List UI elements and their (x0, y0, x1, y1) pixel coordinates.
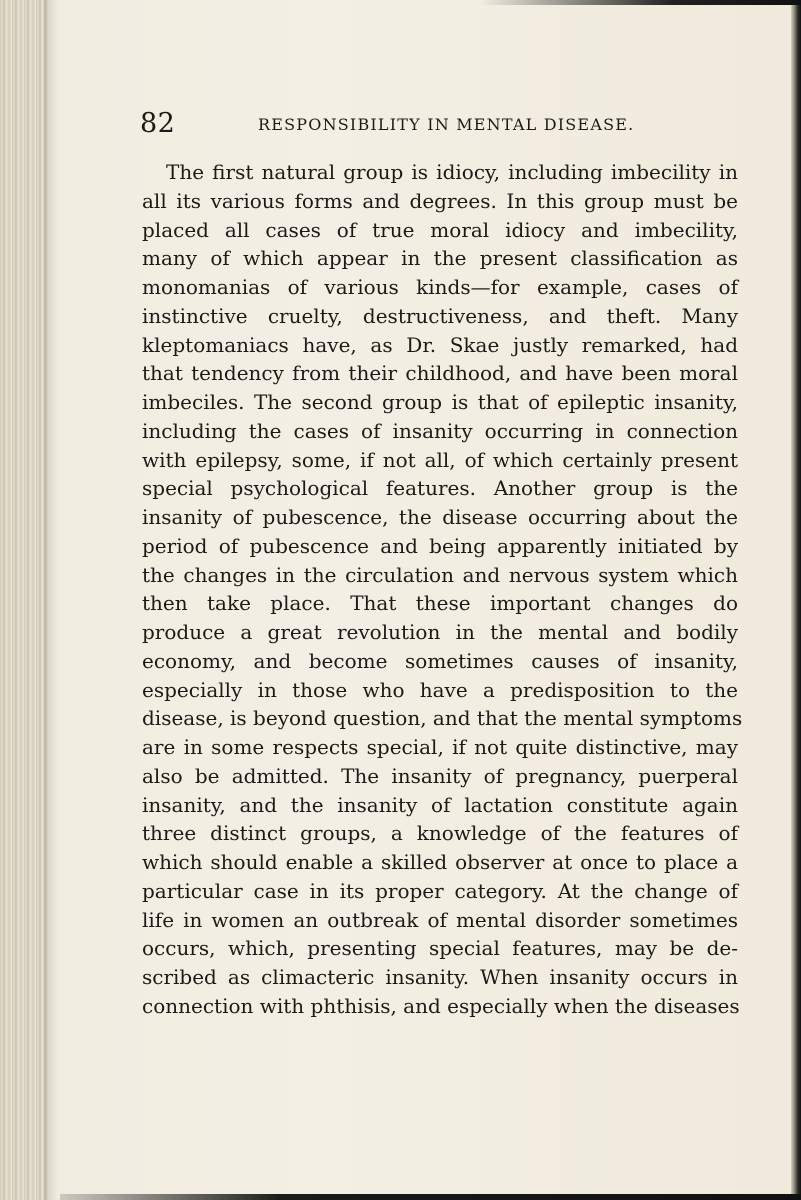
running-head: RESPONSIBILITY IN MENTAL DISEASE. (258, 115, 635, 134)
text-line: many of which appear in the present classification as (142, 246, 738, 271)
body-paragraph (142, 158, 743, 1021)
text-line: with epilepsy, some, if not all, of which certainly present (142, 447, 738, 472)
text-line: particular case in its proper category. At the change of (142, 878, 738, 903)
text-line: life in women an outbreak of mental disorder sometimes (142, 907, 738, 932)
text-line: all its various forms and degrees. In this group must be (142, 188, 738, 213)
text-line: then take place. That these important changes do (142, 591, 738, 616)
text-line: economy, and become sometimes causes of insanity, (142, 648, 738, 673)
text-line: which should enable a skilled observer at once to place a (142, 850, 738, 874)
page-right-edge (791, 0, 801, 1200)
text-line: scribed as climacteric insanity. When insanity occurs in (142, 965, 738, 989)
text-line: instinctive cruelty, destructiveness, and theft. Many (142, 303, 738, 328)
text-line: that tendency from their childhood, and have been moral (142, 361, 738, 386)
text-line: connection with phthisis, and especially when the diseases (142, 993, 740, 1018)
page-gutter (0, 0, 48, 1200)
page-header (140, 108, 740, 148)
text-line: also be admitted. The insanity of pregnancy, puerperal (142, 763, 738, 788)
text-line: insanity, and the insanity of lactation constitute again (142, 792, 738, 817)
text-line: special psychological features. Another group is the (142, 476, 738, 501)
text-line: three distinct groups, a knowledge of the features of (142, 821, 738, 846)
text-line: including the cases of insanity occurring in connection (142, 418, 738, 443)
text-line: imbeciles. The second group is that of epileptic insanity, (142, 390, 738, 414)
text-line: produce a great revolution in the mental and bodily (142, 620, 738, 644)
bottom-edge-shadow (60, 1194, 801, 1200)
text-line: monomanias of various kinds—for example, cases of (142, 275, 738, 299)
text-line: are in some respects special, if not quite distinctive, may (142, 735, 738, 759)
text-line: the changes in the circulation and nervous system which (142, 562, 738, 587)
text-line: occurs, which, presenting special features, may be de- (142, 936, 738, 961)
text-line: period of pubescence and being apparently initiated by (142, 533, 738, 558)
top-edge-shadow (480, 0, 801, 5)
text-line: disease, is beyond question, and that the mental symptoms (142, 706, 743, 731)
text-line: placed all cases of true moral idiocy and imbecility, (142, 217, 738, 242)
text-line: The first natural group is idiocy, including imbecility in (166, 160, 738, 184)
text-line: kleptomaniacs have, as Dr. Skae justly remarked, had (142, 332, 738, 357)
page-number: 82 (140, 108, 176, 139)
text-line: especially in those who have a predisposition to the (142, 677, 738, 702)
gutter-shadow (44, 0, 58, 1200)
text-line: insanity of pubescence, the disease occurring about the (142, 505, 738, 529)
